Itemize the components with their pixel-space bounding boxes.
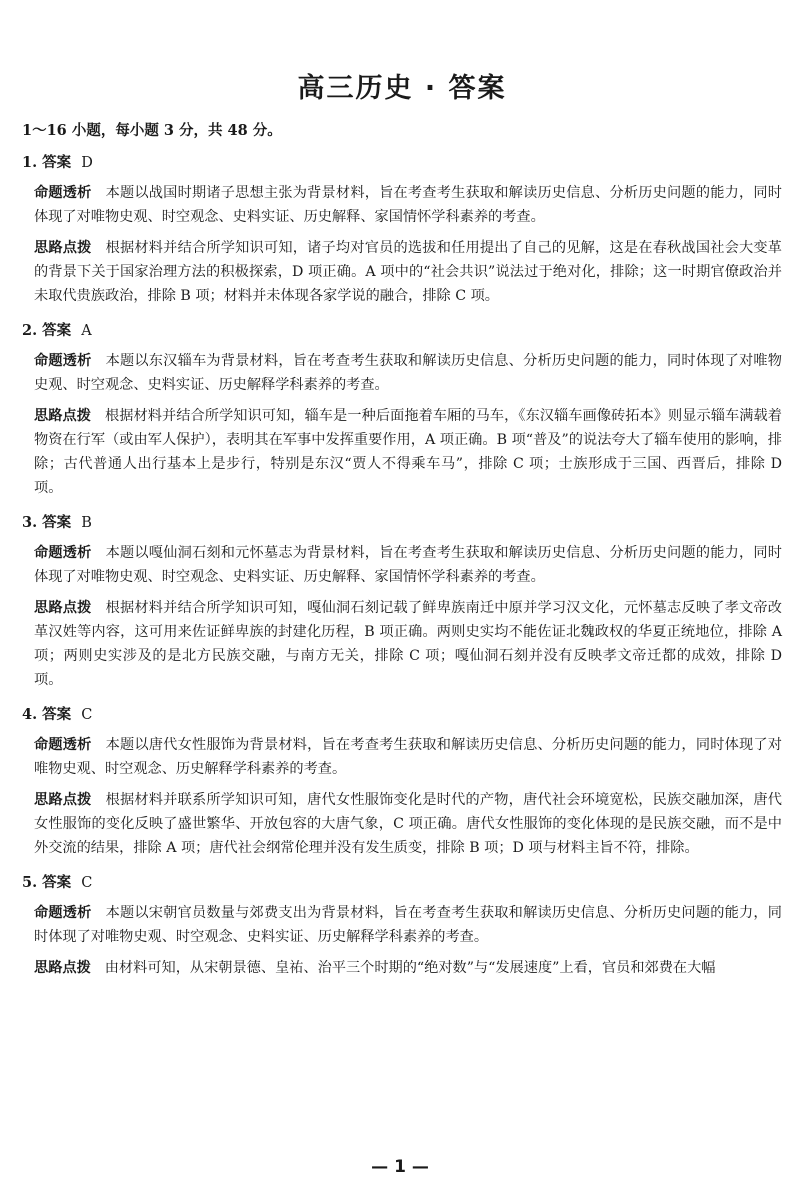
question-number-label: 1. 答案	[22, 154, 72, 171]
hint-text: 由材料可知，从宋朝景德、皇祐、治平三个时期的“绝对数”与“发展速度”上看，官员和郊费在大幅	[104, 960, 716, 976]
analysis-label: 命题透析	[34, 353, 92, 369]
hint-paragraph	[22, 404, 782, 500]
question-block	[22, 320, 782, 500]
analysis-paragraph	[22, 181, 782, 229]
answer-letter: D	[81, 155, 93, 171]
analysis-paragraph	[22, 349, 782, 397]
hint-paragraph	[22, 956, 782, 980]
analysis-text: 本题以嘎仙洞石刻和元怀墓志为背景材料，旨在考查考生获取和解读历史信息、分析历史问题的能力，同时体现了对唯物史观、时空观念、史料实证、历史解释、家国情怀学科素养的考查。	[34, 545, 782, 585]
question-heading	[22, 152, 782, 174]
analysis-paragraph	[22, 541, 782, 589]
analysis-label: 命题透析	[34, 737, 92, 753]
question-block	[22, 872, 782, 980]
hint-label: 思路点拨	[34, 408, 92, 424]
question-block	[22, 704, 782, 860]
question-number-label: 5. 答案	[22, 874, 72, 891]
page-title: 高三历史 · 答案	[297, 73, 507, 104]
section-intro: 1～16 小题，每小题 3 分，共 48 分。	[22, 122, 282, 139]
hint-paragraph	[22, 596, 782, 692]
analysis-paragraph	[22, 901, 782, 949]
answer-letter: C	[81, 875, 93, 891]
question-number-label: 3. 答案	[22, 514, 72, 531]
hint-text: 根据材料并联系所学知识可知，唐代女性服饰变化是时代的产物，唐代社会环境宽松，民族交融加深，唐代女性服饰的变化反映了盛世繁华、开放包容的大唐气象，C 项正确。唐代女性服饰的变化体现的是民族交融，而不是中外交流的结果，排除 A 项；唐代社会纲常伦理并没有发生质变，排除 B 项；D 项与材料主旨不符，排除。	[34, 792, 782, 856]
hint-label: 思路点拨	[34, 600, 92, 616]
analysis-label: 命题透析	[34, 905, 92, 921]
question-number-label: 2. 答案	[22, 322, 72, 339]
analysis-label: 命题透析	[34, 185, 92, 201]
hint-label: 思路点拨	[34, 240, 92, 256]
answer-letter: B	[81, 515, 92, 531]
analysis-text: 本题以唐代女性服饰为背景材料，旨在考查考生获取和解读历史信息、分析历史问题的能力，同时体现了对唯物史观、时空观念、历史解释学科素养的考查。	[34, 737, 782, 777]
page-number: — 1 —	[371, 1157, 429, 1177]
analysis-text: 本题以战国时期诸子思想主张为背景材料，旨在考查考生获取和解读历史信息、分析历史问题的能力，同时体现了对唯物史观、时空观念、史料实证、历史解释、家国情怀学科素养的考查。	[34, 185, 782, 225]
hint-paragraph	[22, 788, 782, 860]
analysis-label: 命题透析	[34, 545, 92, 561]
question-list	[22, 152, 782, 980]
analysis-text: 本题以东汉辎车为背景材料，旨在考查考生获取和解读历史信息、分析历史问题的能力，同时体现了对唯物史观、时空观念、史料实证、历史解释学科素养的考查。	[34, 353, 782, 393]
question-heading	[22, 704, 782, 726]
question-heading	[22, 872, 782, 894]
answer-letter: C	[81, 707, 93, 723]
hint-text: 根据材料并结合所学知识可知，诸子均对官员的选拔和任用提出了自己的见解，这是在春秋战国社会大变革的背景下关于国家治理方法的积极探索，D 项正确。A 项中的“社会共识”说法过于绝对化，排除；这一时期官僚政治并未取代贵族政治，排除 B 项；材料并未体现各家学说的融合，排除 C 项。	[34, 240, 782, 304]
answer-letter: A	[81, 323, 92, 339]
hint-text: 根据材料并结合所学知识可知，辎车是一种后面拖着车厢的马车，《东汉辎车画像砖拓本》则显示辎车满载着物资在行军（或由军人保护），表明其在军事中发挥重要作用，A 项正确。B 项“普及”的说法夸大了辎车使用的影响，排除；古代普通人出行基本上是步行，特别是东汉“贾人不得乘车马”，排除 C 项；士族形成于三国、西晋后，排除 D 项。	[34, 408, 782, 496]
analysis-paragraph	[22, 733, 782, 781]
hint-label: 思路点拨	[34, 960, 91, 976]
hint-paragraph	[22, 236, 782, 308]
hint-label: 思路点拨	[34, 792, 92, 808]
hint-text: 根据材料并结合所学知识可知，嘎仙洞石刻记载了鲜卑族南迁中原并学习汉文化，元怀墓志反映了孝文帝改革汉姓等内容，这可用来佐证鲜卑族的封建化历程，B 项正确。两则史实均不能佐证北魏政权的华夏正统地位，排除 A 项；两则史实涉及的是北方民族交融，与南方无关，排除 C 项；嘎仙洞石刻并没有反映孝文帝迁都的成效，排除 D 项。	[34, 600, 782, 688]
analysis-text: 本题以宋朝官员数量与郊费支出为背景材料，旨在考查考生获取和解读历史信息、分析历史问题的能力，同时体现了对唯物史观、时空观念、史料实证、历史解释学科素养的考查。	[34, 905, 782, 945]
question-block	[22, 152, 782, 308]
question-block	[22, 512, 782, 692]
question-heading	[22, 320, 782, 342]
question-number-label: 4. 答案	[22, 706, 72, 723]
question-heading	[22, 512, 782, 534]
